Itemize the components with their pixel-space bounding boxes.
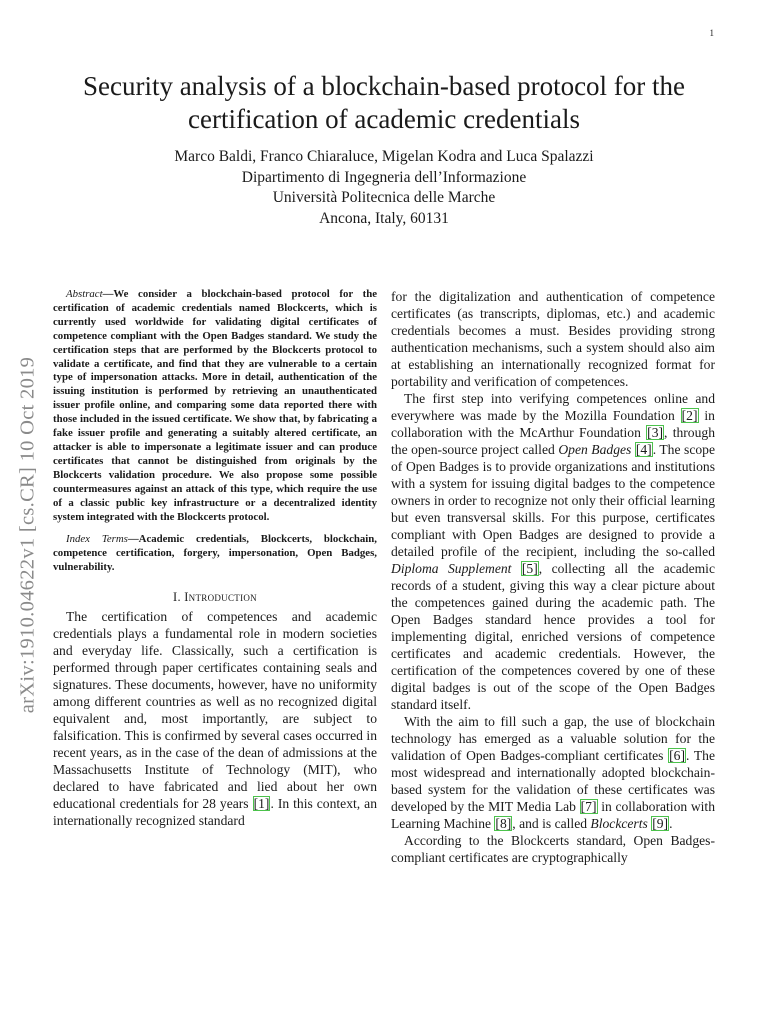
citation-link[interactable]: [7] [580,799,597,814]
citation-link[interactable]: [3] [647,425,664,440]
abstract: Abstract—We consider a blockchain-based protocol for the certification of academic credentials named Blockcerts, which is currently used worldwide for validating digital certificates of competence compliant with the Open Badges standard. We study the certification steps that are performed by the Blockcerts protocol to validate a certificate, and find that they are vulnerable to a certain type of impersonation attacks. More in detail, authentication of the issuing institution is performed by retrieving an unauthenticated issuer profile online, and comparing some data reported there with those included in the issued certificate. We show that, by fabricating a fake issuer profile and generating a suitably altered certificate, an attacker is able to impersonate a legitimate issuer and can produce certificates that cannot be distinguished from originals by the Blockcerts validation procedure. We also propose some possible countermeasures against an attack of this type, which require the use of a classic public key infrastructure or a decentralized identity system integrated with the Blockcerts protocol. [53,288,377,523]
affiliation-dept: Dipartimento di Ingegneria dell’Informazione [241,168,527,186]
page-number: 1 [709,28,714,38]
index-terms: Index Terms—Academic credentials, Blockcerts, blockchain, competence certification, forgery, impersonation, Open Badges, vulnerability. [53,533,377,574]
citation-link[interactable]: [8] [495,816,512,831]
author-block [40,147,728,229]
left-column [53,288,377,829]
abstract-label: Abstract [66,288,103,300]
citation-link[interactable]: [1] [253,796,270,812]
affiliation-city: Ancona, Italy, 60131 [319,209,449,227]
index-terms-text: Academic credentials, Blockcerts, blockchain, competence certification, forgery, impersonation, Open Badges, vulnerability. [53,533,377,574]
body-paragraph: The first step into verifying competences online and everywhere was made by the Mozilla Foundation [2] in collaboration with the McArthur Foundation [3], through the open-source project called Open Badges [4]. The scope of Open Badges is to provide organizations and institutions with a system for issuing digital badges to the competence owners in order to recognize not only their official learning but even transversal skills. For this purpose, certificates compliant with Open Badges are designed to provide a detailed profile of the recipient, including the so-called Diploma Supplement [5], collecting all the academic records of a student, giving this way a clear picture about the competences gained during the academic path. The Open Badges standard hence provides a tool for implementing digital, enriched versions of competence certificates and academic credentials. However, the certification of the competences covered by one of these digital badges is out of the scope of the Open Badges standard itself. [391,391,715,712]
body-paragraph: for the digitalization and authentication of competence certificates (as transcripts, diplomas, etc.) and academic credentials becomes a must. Besides providing strong authentication mechanisms, such a system should also aim at establishing an internationally recognized format for portability and verification of competences. [391,289,715,389]
author-names: Marco Baldi, Franco Chiaraluce, Migelan Kodra and Luca Spalazzi [174,148,594,165]
index-terms-label: Index Terms [66,533,128,546]
citation-link[interactable]: [6] [669,748,686,763]
right-column [391,288,715,866]
citation-link[interactable]: [2] [681,408,698,423]
citation-link[interactable]: [4] [635,442,652,457]
section-heading-introduction: I. Introduction [173,590,257,605]
paper-title: Security analysis of a blockchain-based protocol for the certification of academic credentials [82,71,686,134]
abstract-text: We consider a blockchain-based protocol for the certification of academic credentials named Blockcerts, which is currently used worldwide for validating digital certificates of competence compliant with the Open Badges standard. We study the certification steps that are performed by the Blockcerts protocol to validate a certificate, and find that they are vulnerable to a certain type of impersonation attacks. More in detail, authentication of the issuing institution is performed by retrieving an unauthenticated issuer profile online, and comparing some data reported there with those included in the issued certificate. We show that, by fabricating a fake issuer profile and generating a suitably altered certificate, an attacker is able to impersonate a legitimate issuer and can produce certificates that cannot be distinguished from originals by the Blockcerts validation procedure. We also propose some possible countermeasures against an attack of this type, which require the use of a classic public key infrastructure or a decentralized identity system integrated with the Blockcerts protocol. [53,288,377,523]
intro-paragraph: The certification of competences and academic credentials plays a fundamental role in modern societies and everyday life. Classically, such a certification is performed through paper certificates containing seals and signatures. These documents, however, have no uniformity among different countries as well as no recognized digital equivalent and, most importantly, are subject to falsification. This is confirmed by several cases occurred in recent years, as in the case of the dean of admissions at the Massachusetts Institute of Technology (MIT), who declared to have fabricated and lied about her own educational credentials for 28 years [1]. In this context, an internationally recognized standard [53,609,377,829]
affiliation-university: Università Politecnica delle Marche [272,189,496,206]
arxiv-stamp-text: arXiv:1910.04622v1 [cs.CR] 10 Oct 2019 [16,356,39,713]
citation-link[interactable]: [9] [652,816,669,831]
arxiv-stamp [8,322,48,747]
citation-link[interactable]: [5] [521,561,538,576]
body-paragraph: With the aim to fill such a gap, the use of blockchain technology has emerged as a valuable solution for the validation of Open Badges-compliant certificates [6]. The most widespread and internationally adopted blockchain-based system for the validation of these certificates was developed by the MIT Media Lab [7] in collaboration with Learning Machine [8], and is called Blockcerts [9]. [391,714,716,831]
body-paragraph: According to the Blockcerts standard, Open Badges-compliant certificates are cryptographically [391,833,715,865]
